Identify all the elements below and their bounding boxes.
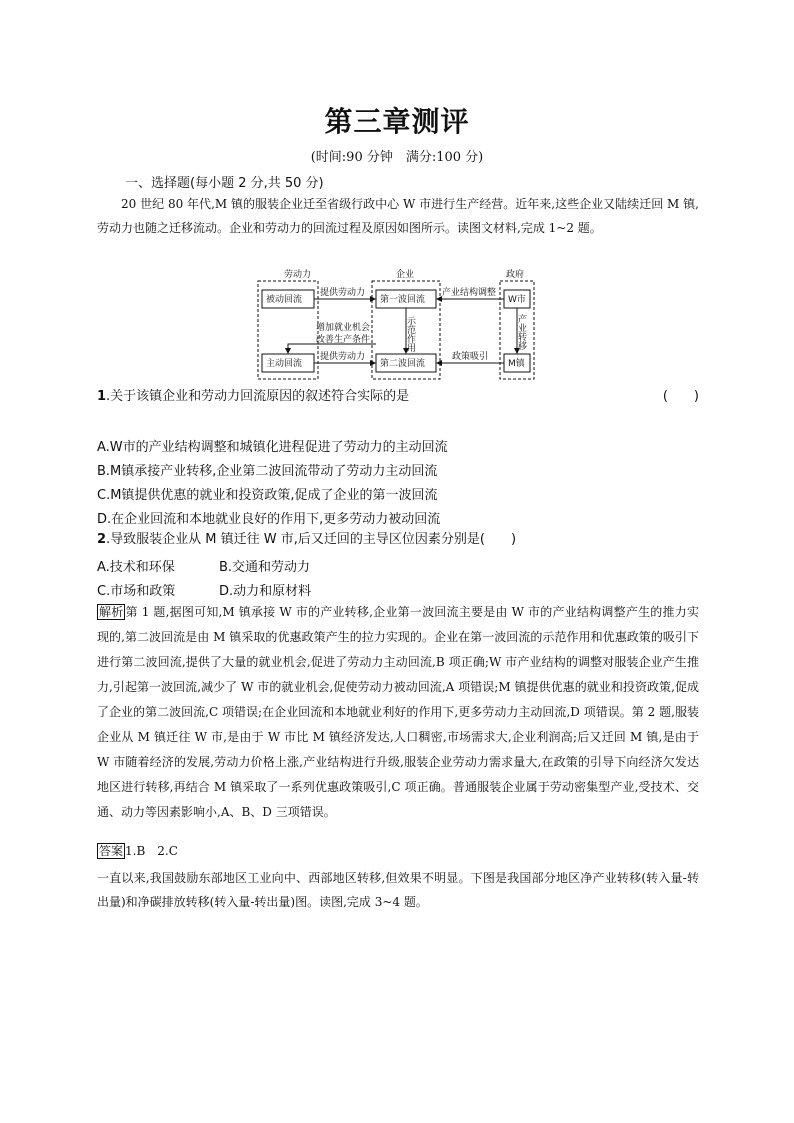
column-label-government: 政府 [506, 270, 525, 280]
question-1 [97, 387, 699, 407]
arrow-policy-label: 政策吸引 [452, 352, 489, 362]
question-1-number: 1 [97, 389, 107, 404]
exam-time-info: (时间:90 分钟 满分:100 分) [310, 150, 484, 165]
answer-line [97, 842, 178, 859]
box-w-city-label: W市 [508, 295, 526, 305]
question-2 [97, 530, 699, 550]
arrow-industry-transfer-label: 产业转移 [516, 314, 526, 350]
question-1-answer-blank: ( ) [662, 389, 699, 404]
section-heading: 一、选择题(每小题 2 分,共 50 分) [125, 176, 324, 191]
question-2-stem: .导致服装企业从 M 镇迁往 W 市,后又迁回的主导区位因素分别是( ) [106, 532, 517, 547]
intro-paragraph: 20 世纪 80 年代,M 镇的服装企业迁至省级行政中心 W 市进行生产经营。近年来,这些企业又陆续迁回 M 镇,劳动力也随之迁移流动。企业和劳动力的回流过程及原因如图所示。读图文材料,完成 1~2 题。 [97, 197, 699, 235]
column-label-enterprise: 企业 [396, 270, 415, 280]
q2-option-b: B.交通和劳动力 [219, 560, 311, 575]
box-first-wave-label: 第一波回流 [380, 295, 426, 305]
box-second-wave-label: 第二波回流 [380, 359, 426, 369]
box-active-return-label: 主动回流 [266, 359, 303, 369]
box-m-town-label: M镇 [508, 359, 525, 369]
answer-tag: 答案 [99, 844, 124, 858]
flow-diagram [256, 266, 536, 382]
page-title: 第三章测评 [324, 105, 470, 138]
q1-option-d: D.在企业回流和本地就业良好的作用下,更多劳动力被动回流 [97, 512, 441, 527]
box-passive-return-label: 被动回流 [266, 295, 303, 305]
q2-option-a: A.技术和环保 [97, 560, 175, 575]
explanation-tag: 解析 [99, 605, 124, 619]
explanation [97, 600, 699, 825]
arrow-supply-labor-bottom-label: 提供劳动力 [320, 352, 366, 362]
q1-option-c: C.M镇提供优惠的就业和投资政策,促成了企业的第一波回流 [97, 488, 438, 503]
column-label-labor: 劳动力 [284, 270, 312, 280]
q2-option-c: C.市场和政策 [97, 584, 176, 599]
answer-text: 1.B 2.C [125, 844, 178, 858]
q1-option-a: A.W市的产业结构调整和城镇化进程促进了劳动力的主动回流 [97, 440, 448, 455]
arrow-supply-labor-top-label: 提供劳动力 [320, 288, 366, 298]
arrow-more-jobs-label: 增加就业机会 [316, 323, 371, 333]
question-1-stem: .关于该镇企业和劳动力回流原因的叙述符合实际的是 [106, 389, 410, 404]
arrow-industry-adjust-label: 产业结构调整 [442, 288, 497, 298]
q1-option-b: B.M镇承接产业转移,企业第二波回流带动了劳动力主动回流 [97, 464, 438, 479]
q2-option-d: D.动力和原材料 [219, 584, 312, 599]
explanation-text: 第 1 题,据图可知,M 镇承接 W 市的产业转移,企业第一波回流主要是由 W 市的产业结构调整产生的推力实现的,第二波回流是由 M 镇采取的优惠政策产生的拉力实现的。企业在第一波回流的示范作用和优惠政策的吸引下进行第二波回流,提供了大量的就业机会,促进了劳动力主动回流,B 项正确;W 市产业结构的调整对服装企业产生推力,引起第一波回流,减少了 W 市的就业机会,促使劳动力被动回流,A 项错误;M 镇提供优惠的就业和投资政策,促成了企业的第二波回流,C 项错误;在企业回流和本地就业利好的作用下,更多劳动力主动回流,D 项错误。第 2 题,服装企业从 M 镇迁往 W 市,是由于 W 市比 M 镇经济发达,人口稠密,市场需求大,企业利润高;后又迁回 M 镇,是由于 W 市随着经济的发展,劳动力价格上涨,产业结构进行升级,服装企业劳动力需求量大,在政策的引导下向经济欠发达地区进行转移,再结合 M 镇采取了一系列优惠政策吸引,C 项正确。普通服装企业属于劳动密集型产业,受技术、交通、动力等因素影响小,A、B、D 三项错误。 [97, 605, 699, 819]
arrow-demo-effect-label: 示范作用 [405, 316, 415, 352]
question-2-number: 2 [97, 532, 107, 547]
arrow-improve-conditions-label: 改善生产条件 [316, 335, 371, 345]
intro-paragraph-2: 一直以来,我国鼓励东部地区工业向中、西部地区转移,但效果不明显。下图是我国部分地区净产业转移(转入量-转出量)和净碳排放转移(转入量-转出量)图。读图,完成 3~4 题。 [97, 871, 699, 909]
